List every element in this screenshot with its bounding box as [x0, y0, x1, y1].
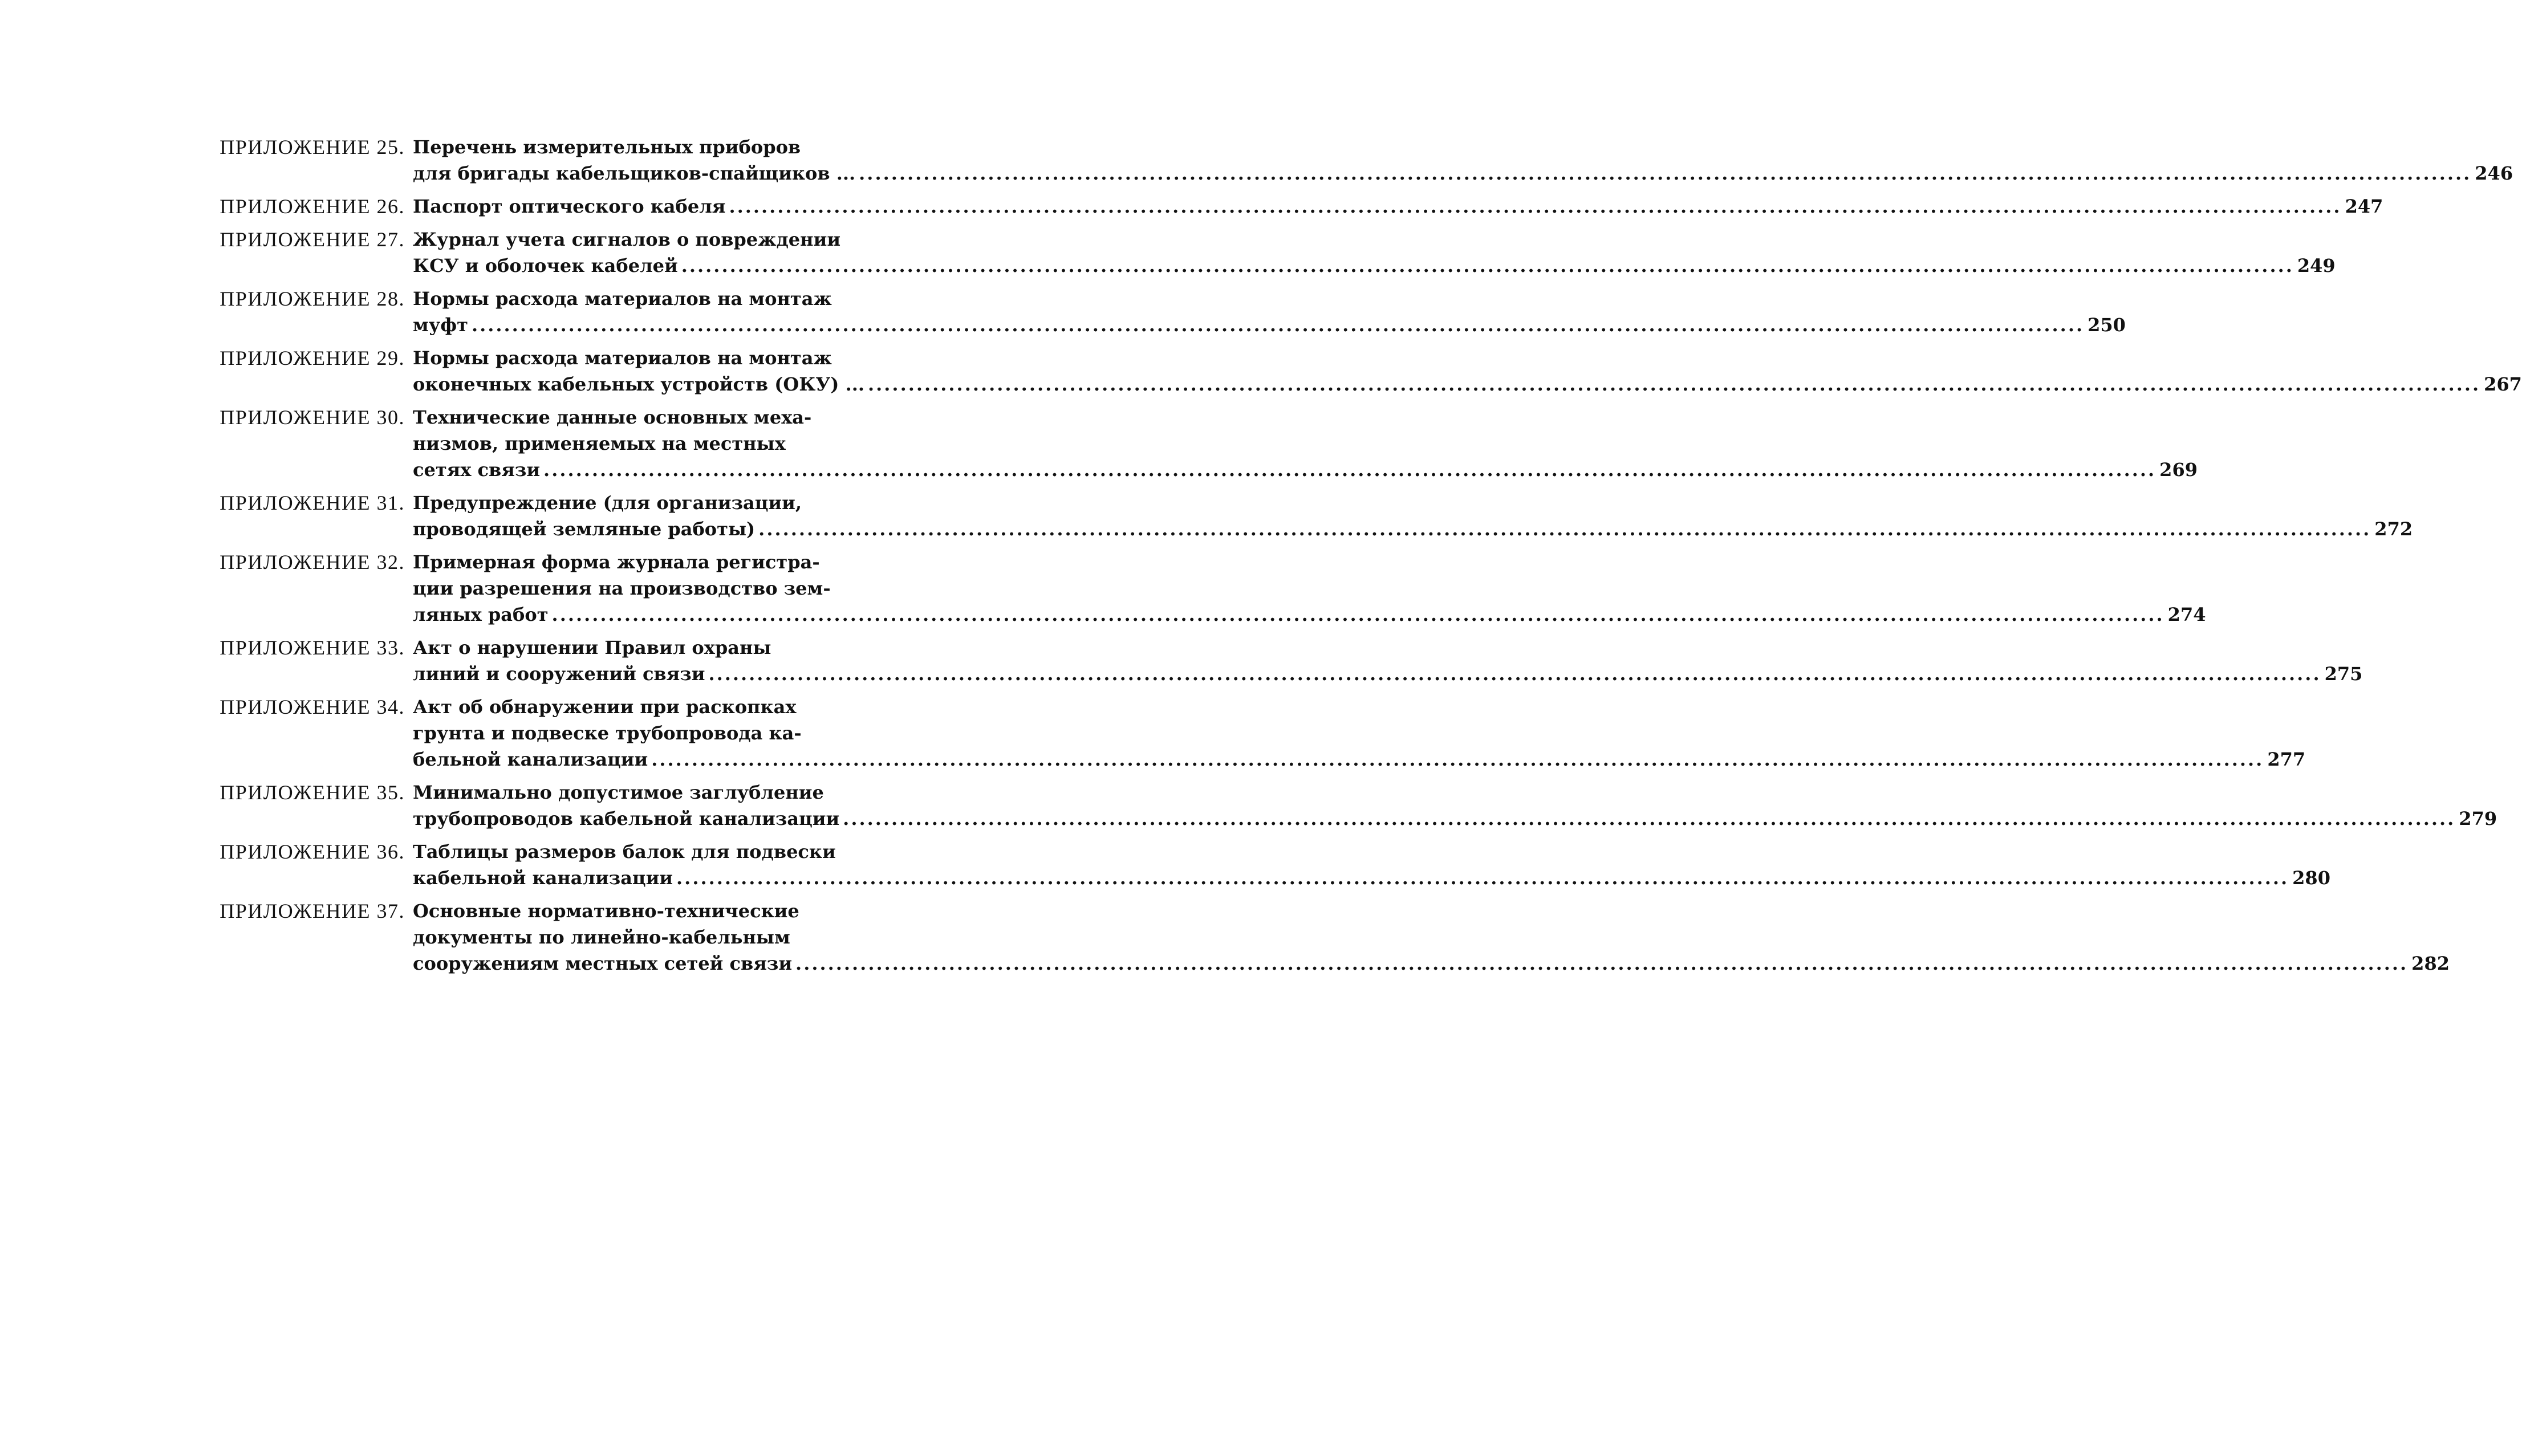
- title-line: [413, 312, 2126, 338]
- page-number: 246: [2475, 162, 2513, 184]
- appendix-title: [405, 193, 2383, 219]
- dot-leader: ........................................................................................................................................................................................................: [543, 459, 2157, 481]
- page-number: 275: [2324, 663, 2363, 685]
- appendix-title: [405, 549, 2206, 628]
- title-line: [413, 549, 2206, 575]
- table-of-contents: [160, 134, 2522, 983]
- dot-leader: ........................................................................................................................................................................................................: [708, 663, 2321, 685]
- title-text: Основные нормативно-технические: [413, 900, 799, 922]
- page-number: 269: [2159, 459, 2198, 481]
- appendix-label: ПРИЛОЖЕНИЕ 32.: [220, 551, 405, 574]
- title-line: [413, 457, 2198, 483]
- page-number: 282: [2411, 953, 2450, 974]
- title-text: низмов, применяемых на местных: [413, 433, 786, 454]
- appendix-title: [405, 345, 2522, 397]
- title-line: [413, 134, 2513, 160]
- title-text: КСУ и оболочек кабелей: [413, 255, 678, 276]
- toc-entry: [160, 193, 2383, 219]
- dot-leader: ........................................................................................................................................................................................................: [681, 255, 2294, 276]
- title-line: [413, 898, 2450, 924]
- title-text: Акт о нарушении Правил охраны: [413, 637, 771, 658]
- appendix-title: [405, 898, 2450, 977]
- title-text: Минимально допустимое заглубление: [413, 782, 824, 803]
- appendix-label: ПРИЛОЖЕНИЕ 37.: [220, 900, 405, 922]
- dot-leader: ........................................................................................................................................................................................................: [676, 867, 2289, 889]
- title-line: [413, 516, 2413, 542]
- appendix-label: ПРИЛОЖЕНИЕ 28.: [220, 287, 405, 310]
- toc-entry: [160, 779, 2497, 832]
- title-line: [413, 806, 2497, 832]
- title-text: Перечень измерительных приборов: [413, 136, 801, 158]
- title-line: [413, 720, 2305, 746]
- dot-leader: ........................................................................................................................................................................................................: [729, 196, 2342, 217]
- page-number: 279: [2459, 808, 2497, 829]
- title-line: [413, 193, 2383, 219]
- title-line: [413, 865, 2330, 891]
- title-text: кабельной канализации: [413, 867, 673, 889]
- dot-leader: ........................................................................................................................................................................................................: [651, 749, 2264, 770]
- dot-leader: ........................................................................................................................................................................................................: [471, 314, 2085, 336]
- title-text: Технические данные основных меха-: [413, 406, 812, 428]
- appendix-title: [405, 404, 2198, 483]
- title-text: муфт: [413, 314, 468, 336]
- dot-leader: ........................................................................................................................................................................................................: [758, 518, 2371, 540]
- appendix-title: [405, 635, 2362, 687]
- title-text: сооружениям местных сетей связи: [413, 953, 793, 974]
- appendix-label: ПРИЛОЖЕНИЕ 36.: [220, 840, 405, 863]
- title-text: грунта и подвеске трубопровода ка-: [413, 722, 802, 744]
- title-text: документы по линейно-кабельным: [413, 926, 790, 948]
- title-text: для бригады кабельщиков-спайщиков ...: [413, 162, 856, 184]
- toc-entry: [160, 134, 2513, 186]
- toc-entry: [160, 839, 2330, 891]
- title-line: [413, 575, 2206, 601]
- title-line: [413, 950, 2450, 977]
- page-number: 277: [2267, 749, 2306, 770]
- toc-entry: [160, 490, 2413, 542]
- toc-entry: [160, 286, 2126, 338]
- title-text: Акт об обнаружении при раскопках: [413, 696, 797, 718]
- title-line: [413, 345, 2522, 371]
- title-line: [413, 226, 2336, 253]
- appendix-label: ПРИЛОЖЕНИЕ 33.: [220, 636, 405, 659]
- title-text: оконечных кабельных устройств (ОКУ) ...: [413, 373, 864, 395]
- title-text: Паспорт оптического кабеля: [413, 196, 726, 217]
- page-number: 247: [2345, 196, 2383, 217]
- page-number: 280: [2292, 867, 2330, 889]
- title-text: Таблицы размеров балок для подвески: [413, 841, 836, 863]
- appendix-label: ПРИЛОЖЕНИЕ 25.: [220, 136, 405, 158]
- page-number: 274: [2167, 604, 2206, 625]
- title-text: Предупреждение (для организации,: [413, 492, 802, 514]
- title-text: сетях связи: [413, 459, 541, 481]
- title-line: [413, 661, 2362, 687]
- toc-entry: [160, 694, 2306, 772]
- appendix-title: [405, 286, 2126, 338]
- appendix-title: [405, 779, 2497, 832]
- title-line: [413, 839, 2330, 865]
- title-line: [413, 286, 2126, 312]
- title-text: проводящей земляные работы): [413, 518, 756, 540]
- title-text: линий и сооружений связи: [413, 663, 705, 685]
- page-number: 267: [2484, 373, 2522, 395]
- appendix-title: [405, 839, 2330, 891]
- title-text: Нормы расхода материалов на монтаж: [413, 347, 832, 369]
- toc-entry: [160, 635, 2363, 687]
- appendix-label: ПРИЛОЖЕНИЕ 34.: [220, 696, 405, 718]
- title-text: Нормы расхода материалов на монтаж: [413, 288, 832, 310]
- title-line: [413, 253, 2336, 279]
- title-text: Журнал учета сигналов о повреждении: [413, 229, 841, 250]
- title-line: [413, 924, 2450, 950]
- title-line: [413, 160, 2513, 186]
- appendix-title: [405, 490, 2413, 542]
- dot-leader: ........................................................................................................................................................................................................: [795, 953, 2409, 974]
- dot-leader: ........................................................................................................................................................................................................: [868, 373, 2481, 395]
- title-text: трубопроводов кабельной канализации: [413, 808, 840, 829]
- title-text: ляных работ: [413, 604, 549, 625]
- toc-entry: [160, 549, 2206, 628]
- title-text: Примерная форма журнала регистра-: [413, 551, 820, 573]
- page-number: 272: [2374, 518, 2413, 540]
- appendix-label: ПРИЛОЖЕНИЕ 26.: [220, 195, 405, 218]
- dot-leader: ........................................................................................................................................................................................................: [859, 162, 2472, 184]
- title-line: [413, 430, 2198, 457]
- appendix-label: ПРИЛОЖЕНИЕ 30.: [220, 406, 405, 429]
- dot-leader: ........................................................................................................................................................................................................: [551, 604, 2164, 625]
- appendix-label: ПРИЛОЖЕНИЕ 35.: [220, 781, 405, 804]
- title-line: [413, 779, 2497, 806]
- appendix-title: [405, 226, 2336, 279]
- title-line: [413, 371, 2522, 397]
- toc-entry: [160, 345, 2522, 397]
- toc-entry: [160, 404, 2198, 483]
- appendix-title: [405, 134, 2513, 186]
- appendix-label: ПРИЛОЖЕНИЕ 31.: [220, 491, 405, 514]
- title-text: ции разрешения на производство зем-: [413, 577, 831, 599]
- title-line: [413, 635, 2362, 661]
- toc-entry: [160, 898, 2450, 977]
- title-line: [413, 694, 2305, 720]
- title-line: [413, 601, 2206, 628]
- title-line: [413, 490, 2413, 516]
- appendix-title: [405, 694, 2305, 772]
- toc-entry: [160, 226, 2336, 279]
- page-number: 250: [2088, 314, 2126, 336]
- title-line: [413, 404, 2198, 430]
- title-text: бельной канализации: [413, 749, 648, 770]
- dot-leader: ........................................................................................................................................................................................................: [843, 808, 2456, 829]
- appendix-label: ПРИЛОЖЕНИЕ 29.: [220, 347, 405, 369]
- title-line: [413, 746, 2305, 772]
- appendix-label: ПРИЛОЖЕНИЕ 27.: [220, 228, 405, 251]
- page-number: 249: [2297, 255, 2336, 276]
